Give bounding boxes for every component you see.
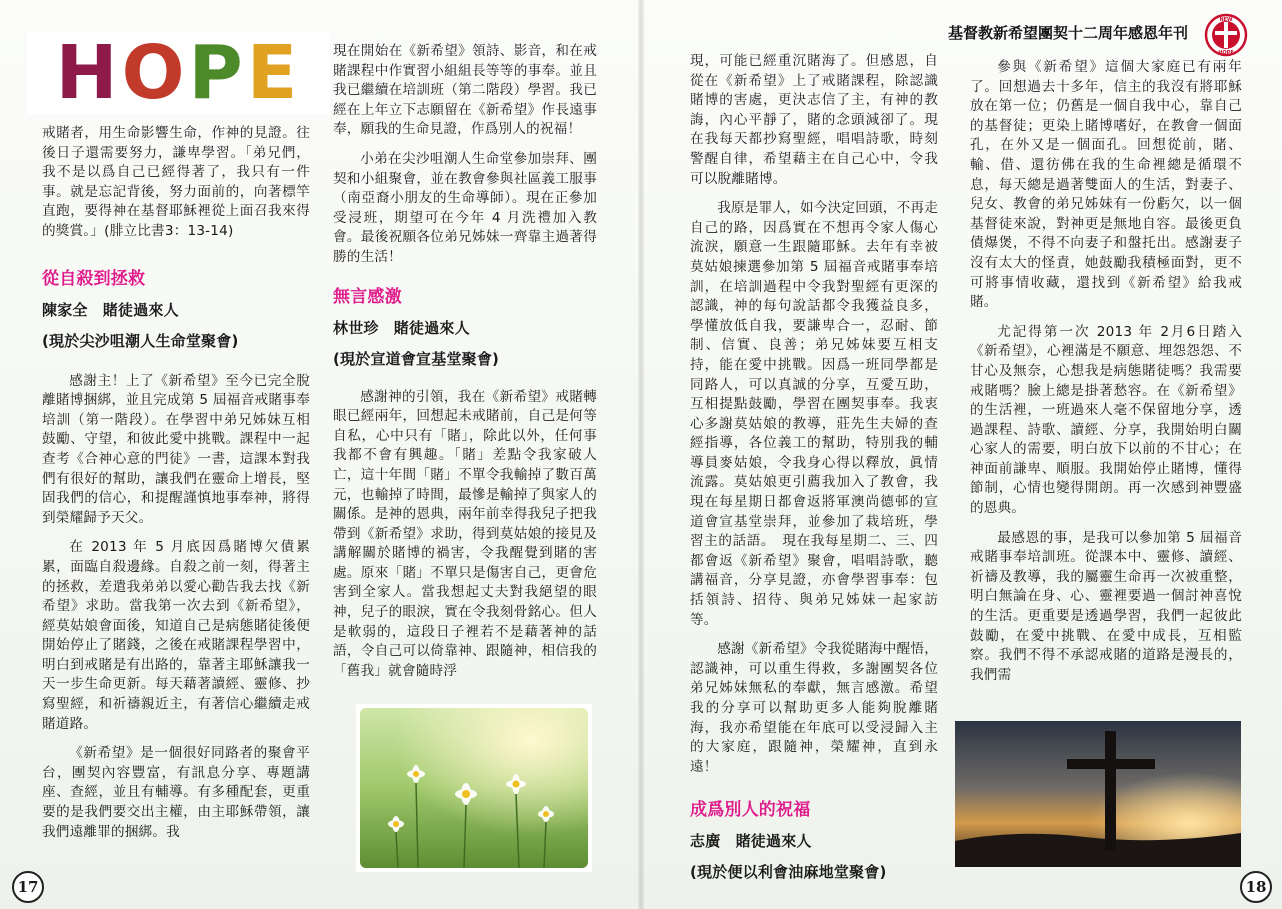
- paragraph: 最感恩的事，是我可以參加第 5 屆福音戒賭事奉培訓班。從課本中、靈修、讀經、祈禱及教導，我的屬靈生命再一次被重整，明白無論在身、心、靈裡要過一個討神喜悅的生活。更重要是透過學習，我們一起彼此鼓勵，在愛中挑戰、在愛中成長，互相監察。我們不得不承認戒賭的道路是漫長的，我們需: [970, 529, 1242, 683]
- page-number-right: 18: [1240, 871, 1272, 903]
- flower-photo: [356, 704, 592, 872]
- author-name: 陳家全 賭徒過來人: [42, 300, 179, 319]
- hope-letter: E: [246, 30, 302, 116]
- column-2: [333, 42, 597, 691]
- paragraph: 感謝神的引領，我在《新希望》戒賭轉眼已經兩年，回想起未戒賭前，自己是何等自私，心中只有「賭」，除此以外，任何事我都不會有興趣。「賭」差點令我家破人亡，這十年間「賭」不單令我輸掉了數百萬元，也輸掉了時間，最慘是輸掉了與家人的關係。是神的恩典，兩年前幸得我兒子把我帶到《新希望》求助，得到莫姑娘的接見及講解關於賭博的禍害，令我醒覺到賭的害處。原來「賭」不單只是傷害自己，更會危害到全家人。當我想起丈夫對我絕望的眼神，兒子的眼淚，實在令我刻骨銘心。但人是軟弱的，這段日子裡若不是藉著神的話語，令自己可以倚靠神、跟隨神，相信我的「舊我」就會隨時浮: [333, 388, 597, 679]
- author-name: 志廣 賭徒過來人: [690, 832, 812, 851]
- column-3: [690, 52, 938, 893]
- paragraph: 我原是罪人，如今決定回頭，不再走自己的路，因爲實在不想再令家人傷心流淚，願意一生跟隨耶穌。去年有幸被莫姑娘揀選參加第 5 屆福音戒賭事奉培訓，在培訓過程中令我對聖經有更深的認識，神的每句說話都令我獲益良多，學懂放低自我，要謙卑合一，忍耐、節制、信實、良善；弟兄姊妹要互相支持，能在愛中挑戰。因爲一班同學都是同路人，可以真誠的分享，互愛互助，互相提點鼓勵，學習在團契事奉。我衷心多謝莫姑娘的教導，莊先生夫婦的查經指導，各位義工的幫助，特別我的輔導員麥姑娘，令我身心得以釋放，眞情流露。莫姑娘更引薦我加入了教會，我現在每星期日都會返將軍澳尚德邨的宣道會宣基堂崇拜，並參加了栽培班，學習主的話語。 現在我每星期二、三、四都會返《新希望》聚會，唱唱詩歌，聽講福音，分享見證，亦會學習事奉：包括領詩、招待、與弟兄姊妹一起家訪等。: [690, 200, 938, 628]
- logo-text-bottom: HOPE: [1218, 50, 1234, 56]
- daisy-image: [356, 704, 592, 872]
- magazine-header-title: 基督教新希望團契十二周年感恩年刊: [947, 24, 1188, 42]
- paragraph: 參與《新希望》這個大家庭已有兩年了。回想過去十多年，信主的我沒有將耶穌放在第一位；仍舊是一個自我中心，靠自己的基督徒；更染上賭博嗜好，在教會一個面孔，在外又是一個面孔。回想從前，賭、輸、借、還彷佛在我的生命裡總是循環不息，每天總是過著雙面人的生活，對妻子、兒女、教會的弟兄姊妹有一份虧欠，以一個基督徒來說，對神更是無地自容。最後更負債爆煲，不得不向妻子和盤托出。感謝妻子沒有太大的怪責，她鼓勵我積極面對，更不可將事情收藏，還找到《新希望》給我戒賭。: [970, 59, 1242, 311]
- column-1: [42, 124, 310, 852]
- hope-letter: O: [121, 30, 189, 116]
- paragraph: 感謝《新希望》令我從賭海中醒悟，認識神，可以重生得救，多謝團契各位弟兄姊妹無私的奉獻，無言感激。希望我的分享可以幫助更多人能夠脫離賭海，我亦希望能在年底可以受浸歸入主的大家庭，跟隨神，榮耀神，直到永遠！: [690, 641, 938, 775]
- new-hope-logo-icon: [1204, 13, 1248, 57]
- author-name: 林世珍 賭徒過來人: [333, 318, 470, 337]
- section-title: 無言感激: [333, 286, 402, 307]
- paragraph: 現在開始在《新希望》領詩、影音，和在戒賭課程中作實習小組組長等等的事奉。並且我已繼續在培訓班（第二階段）學習。我已經在上年立下志願留在《新希望》作長遠事奉，願我的生命見證，作爲別人的祝福！: [333, 43, 597, 138]
- section-title: 從自殺到拯救: [42, 268, 146, 289]
- paragraph: 在 2013 年 5 月底因爲賭博欠債累累，面臨自殺邊緣。自殺之前一刻，得著主的拯救，差遣我弟弟以愛心勸告我去找《新希望》求助。當我第一次去到《新希望》，經莫姑娘會面後，知道自己是病態賭徒後便開始停止了賭錢，之後在戒賭課程學習中，明白到戒賭是有出路的，靠著主耶穌讓我一天一步生命更新。每天藉著讀經、靈修、抄寫聖經，和祈禱親近主，有著信心繼續走戒賭道路。: [42, 539, 310, 732]
- paragraph: 尤記得第一次 2013 年 2月6日踏入《新希望》，心裡滿是不願意、埋怨怨怨、不甘心及無奈，心想我是病態賭徒嗎？我需要戒賭嗎？臉上總是掛著愁容。在《新希望》的生活裡，一班過來人毫不保留地分享，透過課程、詩歌、讀經、分享，我開始明白關心家人的需要，明白放下以前的不甘心；在神面前謙卑、順服。我開始停止賭博，懂得節制，心情也變得開朗。再一次感到神豐盛的恩典。: [970, 323, 1242, 517]
- paragraph: 戒賭者，用生命影響生命，作神的見證。往後日子還需要努力，謙卑學習。「弟兄們，我不是以爲自己已經得著了，我只有一件事。就是忘記背後，努力面前的，向著標竿直跑，要得神在基督耶穌裡從上面召我來得的獎賞。」(腓立比書3：13-14): [42, 125, 310, 239]
- hope-word: [56, 30, 302, 116]
- page-gutter: [638, 0, 644, 909]
- column-4: [970, 58, 1242, 695]
- paragraph: 現，可能已經重沉賭海了。但感恩，自從在《新希望》上了戒賭課程，除認識賭博的害處，更決志信了主，有神的教誨，內心平靜了，賭的念頭減卻了。現在我每天都抄寫聖經，唱唱詩歌，時刻警醒自律，希望藉主在自己心中，令我可以脫離賭博。: [690, 53, 938, 187]
- paragraph: 小弟在尖沙咀潮人生命堂參加崇拜、團契和小組聚會，並在教會參與社區義工服事（南亞裔小朋友的生命導師）。現在正參加受浸班，期望可在今年 4 月洗禮加入教會。最後祝願各位弟兄姊妹一齊靠主過著得勝的生活！: [333, 150, 597, 265]
- cross-image: [955, 721, 1241, 867]
- hope-letter: P: [188, 30, 247, 116]
- logo-text-top: NEW: [1219, 17, 1233, 23]
- hope-image: [27, 32, 330, 114]
- author-church: (現於便以利會油麻地堂聚會): [690, 863, 887, 882]
- paragraph: 感謝主！上了《新希望》至今已完全脫離賭博捆綁，並且完成第 5 屆福音戒賭事奉培訓（第一階段）。在學習中弟兄姊妹互相鼓勵、守望，和彼此愛中挑戰。課程中一起查考《合神心意的門徒》一書，這課本對我們有很好的幫助，讓我們在靈命上增長，堅固我們的信心，和提醒謹慎地事奉神，將得到榮耀歸予天父。: [42, 372, 310, 526]
- author-church: (現於宣道會宣基堂聚會): [333, 349, 500, 368]
- author-church: (現於尖沙咀潮人生命堂聚會): [42, 331, 239, 350]
- section-title: 成爲別人的祝福: [690, 800, 811, 821]
- cross-sunset-photo: [955, 721, 1241, 867]
- paragraph: 《新希望》是一個很好同路者的聚會平台，團契內容豐富，有訊息分享、專題講座、查經，並且有輔導。有多種配套，更重要的是我們要交出主權，由主耶穌帶領，讓我們遠離罪的捆綁。我: [42, 745, 310, 840]
- page-number-left: 17: [12, 871, 44, 903]
- hope-letter: H: [55, 30, 122, 116]
